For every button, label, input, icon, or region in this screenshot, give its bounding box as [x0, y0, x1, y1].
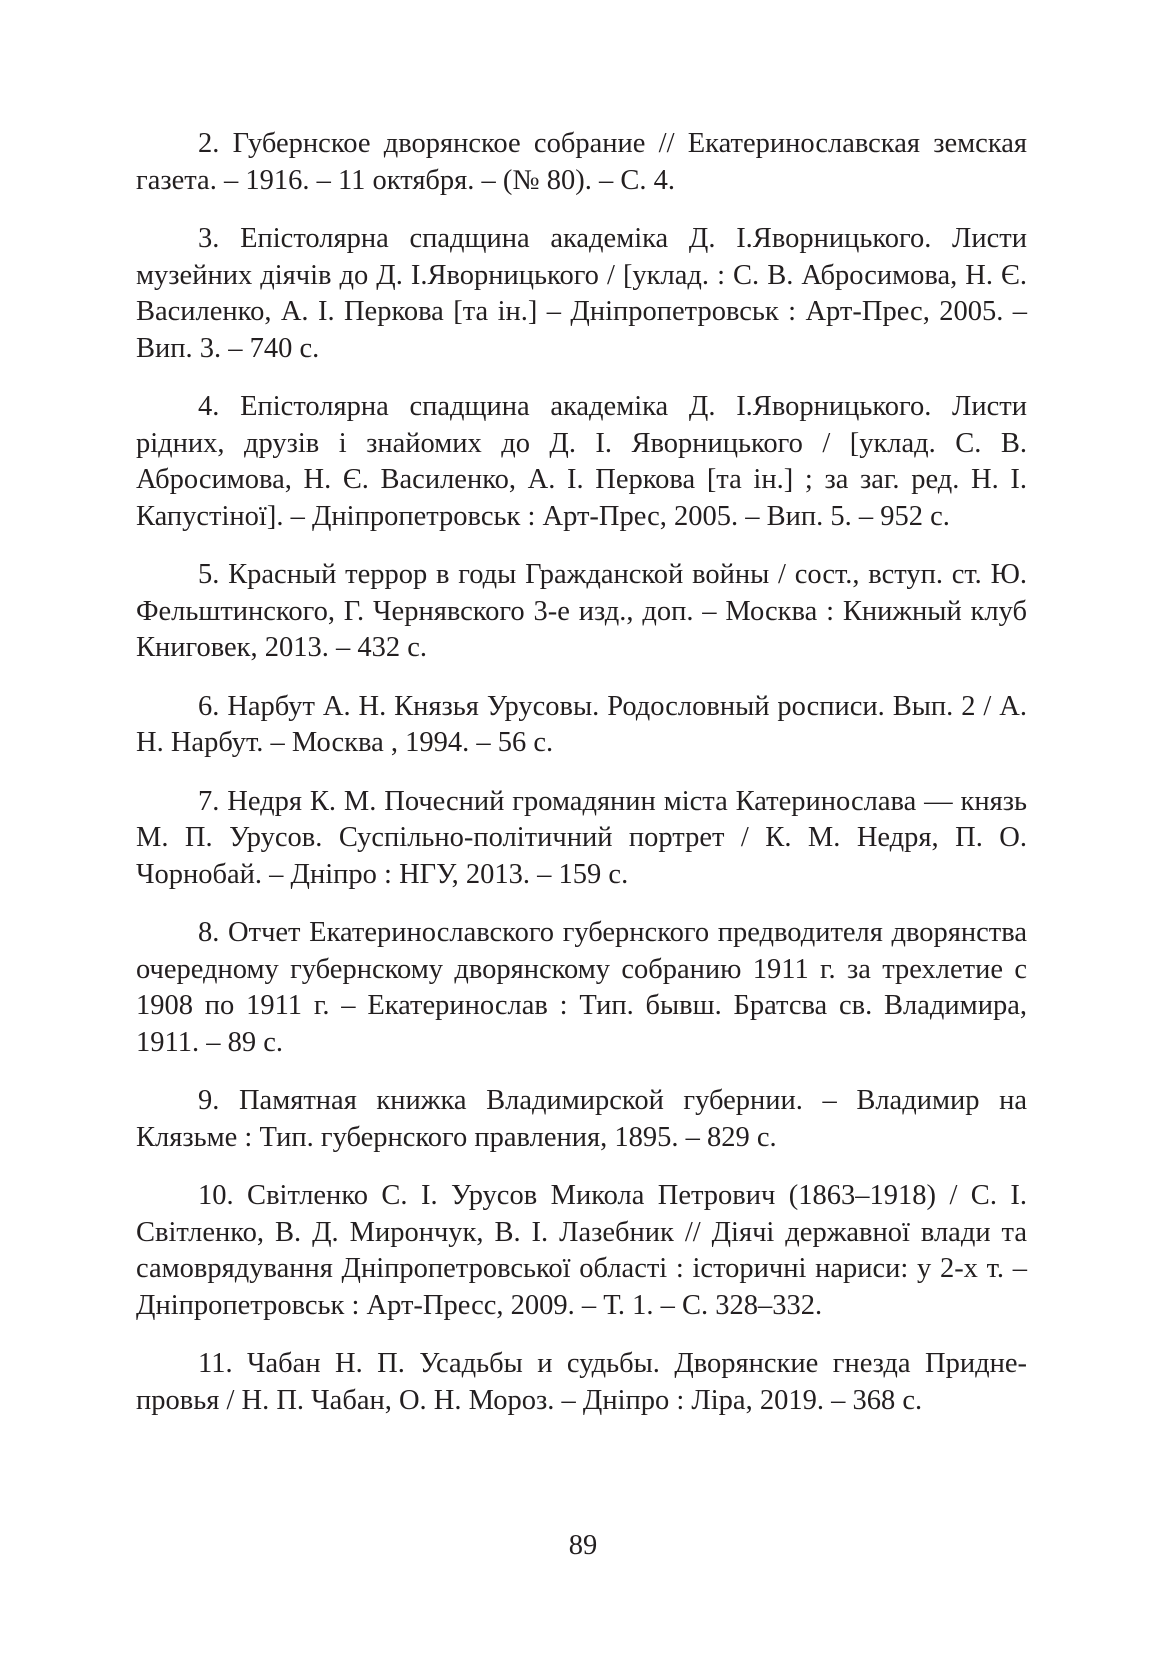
reference-item: 3. Епістолярна спадщина академіка Д. І.Яворницького. Листи музейних діячів до Д. І.Яворницького / [уклад. : С. В. Абросимова, Н. Є. Василенко, А. І. Перкова [та ін.] – Дніпропетровськ : Арт-Прес, 2005. – Вип. 3. – 740 с. — [136, 223, 1027, 364]
reference-item: 10. Світленко С. І. Урусов Микола Петрович (1863–1918) / С. І. Світленко, В. Д. Мирончук, В. І. Лазебник // Діячі державної влади та самоврядування Дніпропетровської області : історичні нариси: у 2-х т. – Дніпропетровськ : Арт-Пресс, 2009. – Т. 1. – С. 328–332. — [136, 1180, 1027, 1321]
reference-item: 5. Красный террор в годы Гражданской войны / сост., вступ. ст. Ю. Фельштинского, Г. Чернявского 3-е изд., доп. – Москва : Книжный клуб Книговек, 2013. – 432 с. — [136, 559, 1027, 663]
reference-list — [136, 126, 1027, 1441]
reference-item: 7. Недря К. М. Почесний громадянин міста Катеринослава — князь М. П. Урусов. Суспільно-політичний портрет / К. М. Недря, П. О. Чорнобай. – Дніпро : НГУ, 2013. – 159 с. — [136, 785, 1027, 890]
reference-item: 4. Епістолярна спадщина академіка Д. І.Яворницького. Листи рідних, друзів і знайомих до Д. І. Яворницького / [уклад. С. В. Абросимова, Н. Є. Василенко, А. І. Перкова [та ін.] ; за заг. ред. Н. І. Капустіної]. – Дніпропетровськ : Арт-Прес, 2005. – Вип. 5. – 952 с. — [136, 391, 1027, 532]
reference-item: 8. Отчет Екатеринославского губернского предводителя дворянства очередному губернскому дворянскому собранию 1911 г. за трехлетие с 1908 по 1911 г. – Екатеринослав : Тип. бывш. Братсва св. Владимира, 1911. – 89 с. — [136, 917, 1027, 1058]
reference-item: 11. Чабан Н. П. Усадьбы и судьбы. Дворянские гнезда Приднепровья / Н. П. Чабан, О. Н. Мороз. – Дніпро : Ліра, 2019. – 368 с. — [136, 1348, 1027, 1416]
reference-item: 9. Памятная книжка Владимирской губернии. – Владимир на Клязьме : Тип. губернского правления, 1895. – 829 с. — [136, 1085, 1027, 1153]
page-number: 89 — [568, 1530, 598, 1561]
reference-item: 2. Губернское дворянское собрание // Екатеринославская земская газета. – 1916. – 11 октября. – (№ 80). – С. 4. — [136, 128, 1027, 196]
reference-item: 6. Нарбут А. Н. Князья Урусовы. Родословный росписи. Вып. 2 / А. Н. Нарбут. – Москва , 1994. – 56 с. — [136, 690, 1027, 758]
